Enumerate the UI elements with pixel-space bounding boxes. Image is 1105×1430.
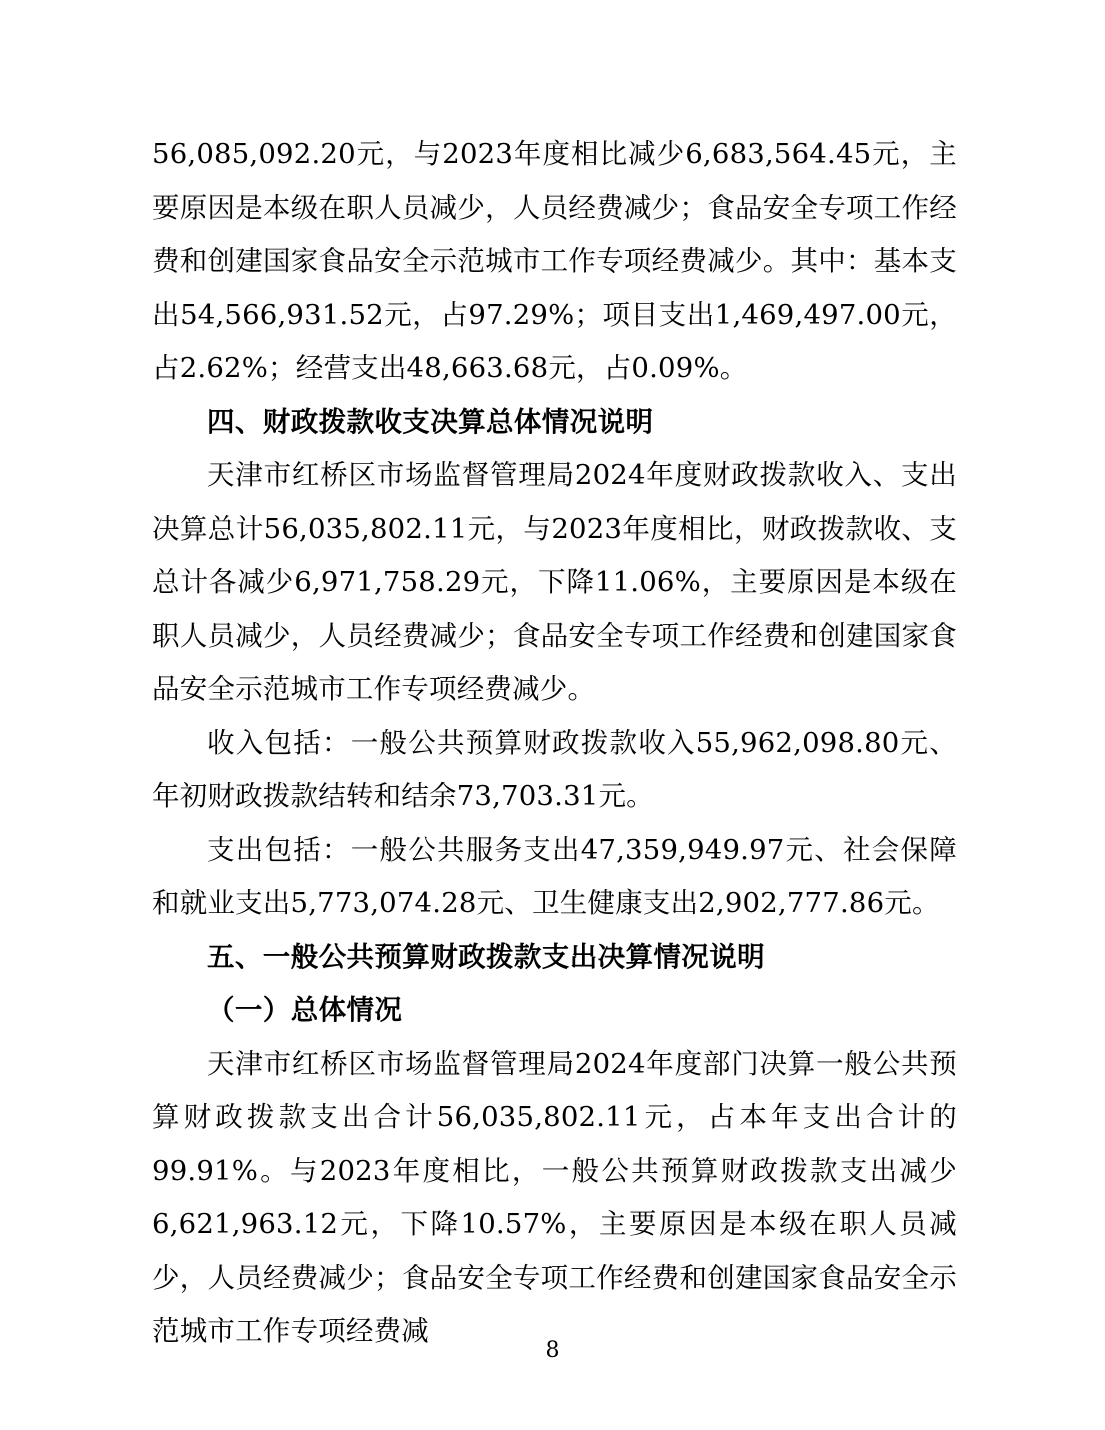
paragraph-continued-top: 56,085,092.20元，与2023年度相比减少6,683,564.45元，主要原因是本级在职人员减少，人员经费减少；食品安全专项工作经费和创建国家食品安全示范城市工作专项经费减少。其中：基本支出54,566,931.52元，占97.29%；项目支出1,469,497.00元，占2.62%；经营支出48,663.68元，占0.09%。 <box>152 138 957 384</box>
subsection-heading-five-one: （一）总体情况 <box>207 994 403 1026</box>
paragraph-section4-income: 收入包括：一般公共预算财政拨款收入55,962,098.80元、年初财政拨款结转和结余73,703.31元。 <box>152 726 957 812</box>
section-heading-five: 五、一般公共预算财政拨款支出决算情况说明 <box>207 940 765 973</box>
paragraph-section4-expenditure: 支出包括：一般公共服务支出47,359,949.97元、社会保障和就业支出5,773,074.28元、卫生健康支出2,902,777.86元。 <box>152 833 957 919</box>
page-number: 8 <box>545 1338 560 1363</box>
paragraph-section5-overall: 天津市红桥区市场监督管理局2024年度部门决算一般公共预算财政拨款支出合计56,035,802.11元，占本年支出合计的99.91%。与2023年度相比，一般公共预算财政拨款支出减少6,621,963.12元，下降10.57%，主要原因是本级在职人员减少，人员经费减少；食品安全专项工作经费和创建国家食品安全示范城市工作专项经费减 <box>152 1047 958 1347</box>
section-heading-four: 四、财政拨款收支决算总体情况说明 <box>207 405 654 438</box>
document-body <box>152 128 957 1359</box>
paragraph-section4-overview: 天津市红桥区市场监督管理局2024年度财政拨款收入、支出决算总计56,035,802.11元，与2023年度相比，财政拨款收、支总计各减少6,971,758.29元，下降11.06%，主要原因是本级在职人员减少，人员经费减少；食品安全专项工作经费和创建国家食品安全示范城市工作专项经费减少。 <box>152 459 957 705</box>
